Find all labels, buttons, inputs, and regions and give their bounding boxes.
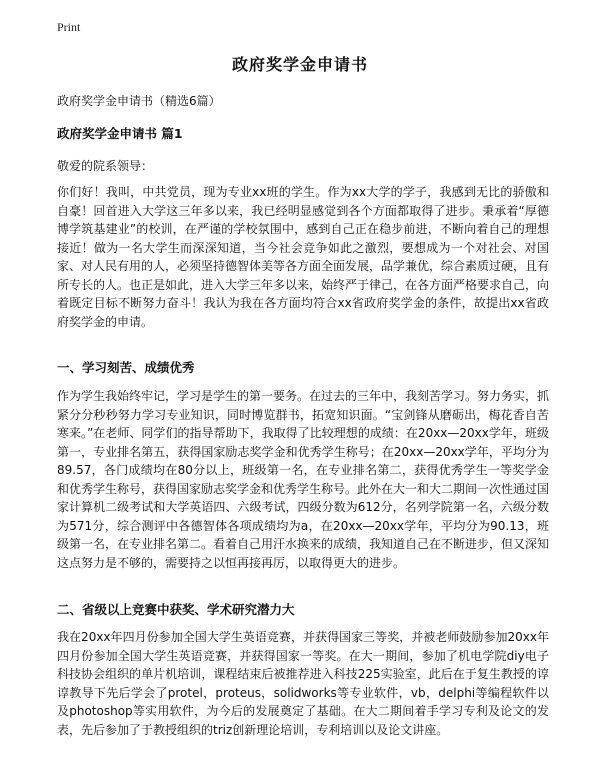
section1-paragraph: 作为学生我始终牢记，学习是学生的第一要务。在过去的三年中，我刻苦学习。努力务实，抓紧分分秒秒努力学习专业知识，同时博览群书，拓宽知识面。“宝剑锋从磨砺出，梅花香自苦寒来。”在老师、同学们的指导帮助下，我取得了比较理想的成绩：在20xx—20xx学年，班级第一，专业排名第五，获得国家励志奖学金和优秀学生称号；在20xx—20xx学年，平均分为89.57，各门成绩均在80分以上，班级第一名，在专业排名第二，获得优秀学生一等奖学金和优秀学生称号，获得国家励志奖学金和优秀学生称号。此外在大一和大二期间一次性通过国家计算机二级考试和大学英语四、六级考试，四级分数为612分，名列学院第一名，六级分数为571分，综合测评中各德智体各项成绩均为a，在20xx—20xx学年，平均分为90.13，班级第一名，在专业排名第二。看着自己用汗水换来的成绩，我知道自己在不断进步，但又深知这点努力是不够的，需要持之以恒再接再厉，以取得更大的进步。	[57, 389, 550, 570]
intro-paragraph: 你们好！我叫，中共党员，现为专业xx班的学生。作为xx大学的学子，我感到无比的骄傲和自豪！回首进入大学这三年多以来，我已经明显感觉到各个方面都取得了进步。秉承着“厚德博学筑基建业”的校训，在严谨的学校氛围中，感到自己正在稳步前进，不断向着自己的理想接近！做为一名大学生而深深知道，当今社会竞争如此之激烈，要想成为一个对社会、对国家、对人民有用的人，必须坚持德智体美等各方面全面发展，品学兼优，综合素质过硬，且有所专长的人。也正是如此，进入大学三年多以来，始终严于律己，在各方面严格要求自己，向着既定目标不断努力奋斗！我认为我在各方面均符合xx省政府奖学金的条件，故提出xx省政府奖学金的申请。	[57, 185, 550, 329]
section1-heading: 一、学习刻苦、成绩优秀	[57, 360, 195, 375]
section2-paragraph: 我在20xx年四月份参加全国大学生英语竞赛，并获得国家三等奖，并被老师鼓励参加20xx年四月份参加全国大学生英语竞赛，并获得国家一等奖。在大一期间，参加了机电学院diy电子科技协会组织的单片机培训，课程结束后被推荐进入科技225实验室，此后在于复生教授的谆谆教导下先后学会了protel，proteus，solidworks等专业软件，vb，delphi等编程软件以及photoshop等实用软件，为今后的发展奠定了基础。在大二期间着手学习专利及论文的发表，先后参加了于教授组织的triz创新理论培训，专利培训以及论文讲座。	[57, 630, 549, 737]
print-link[interactable]: Print	[57, 20, 81, 34]
article-heading: 政府奖学金申请书 篇1	[57, 126, 183, 141]
document-subtitle: 政府奖学金申请书（精选6篇）	[57, 94, 221, 108]
greeting: 敬爱的院系领导：	[57, 159, 154, 173]
section2-heading: 二、省级以上竞赛中获奖、学术研究潜力大	[57, 602, 295, 617]
document-title: 政府奖学金申请书	[231, 55, 368, 74]
